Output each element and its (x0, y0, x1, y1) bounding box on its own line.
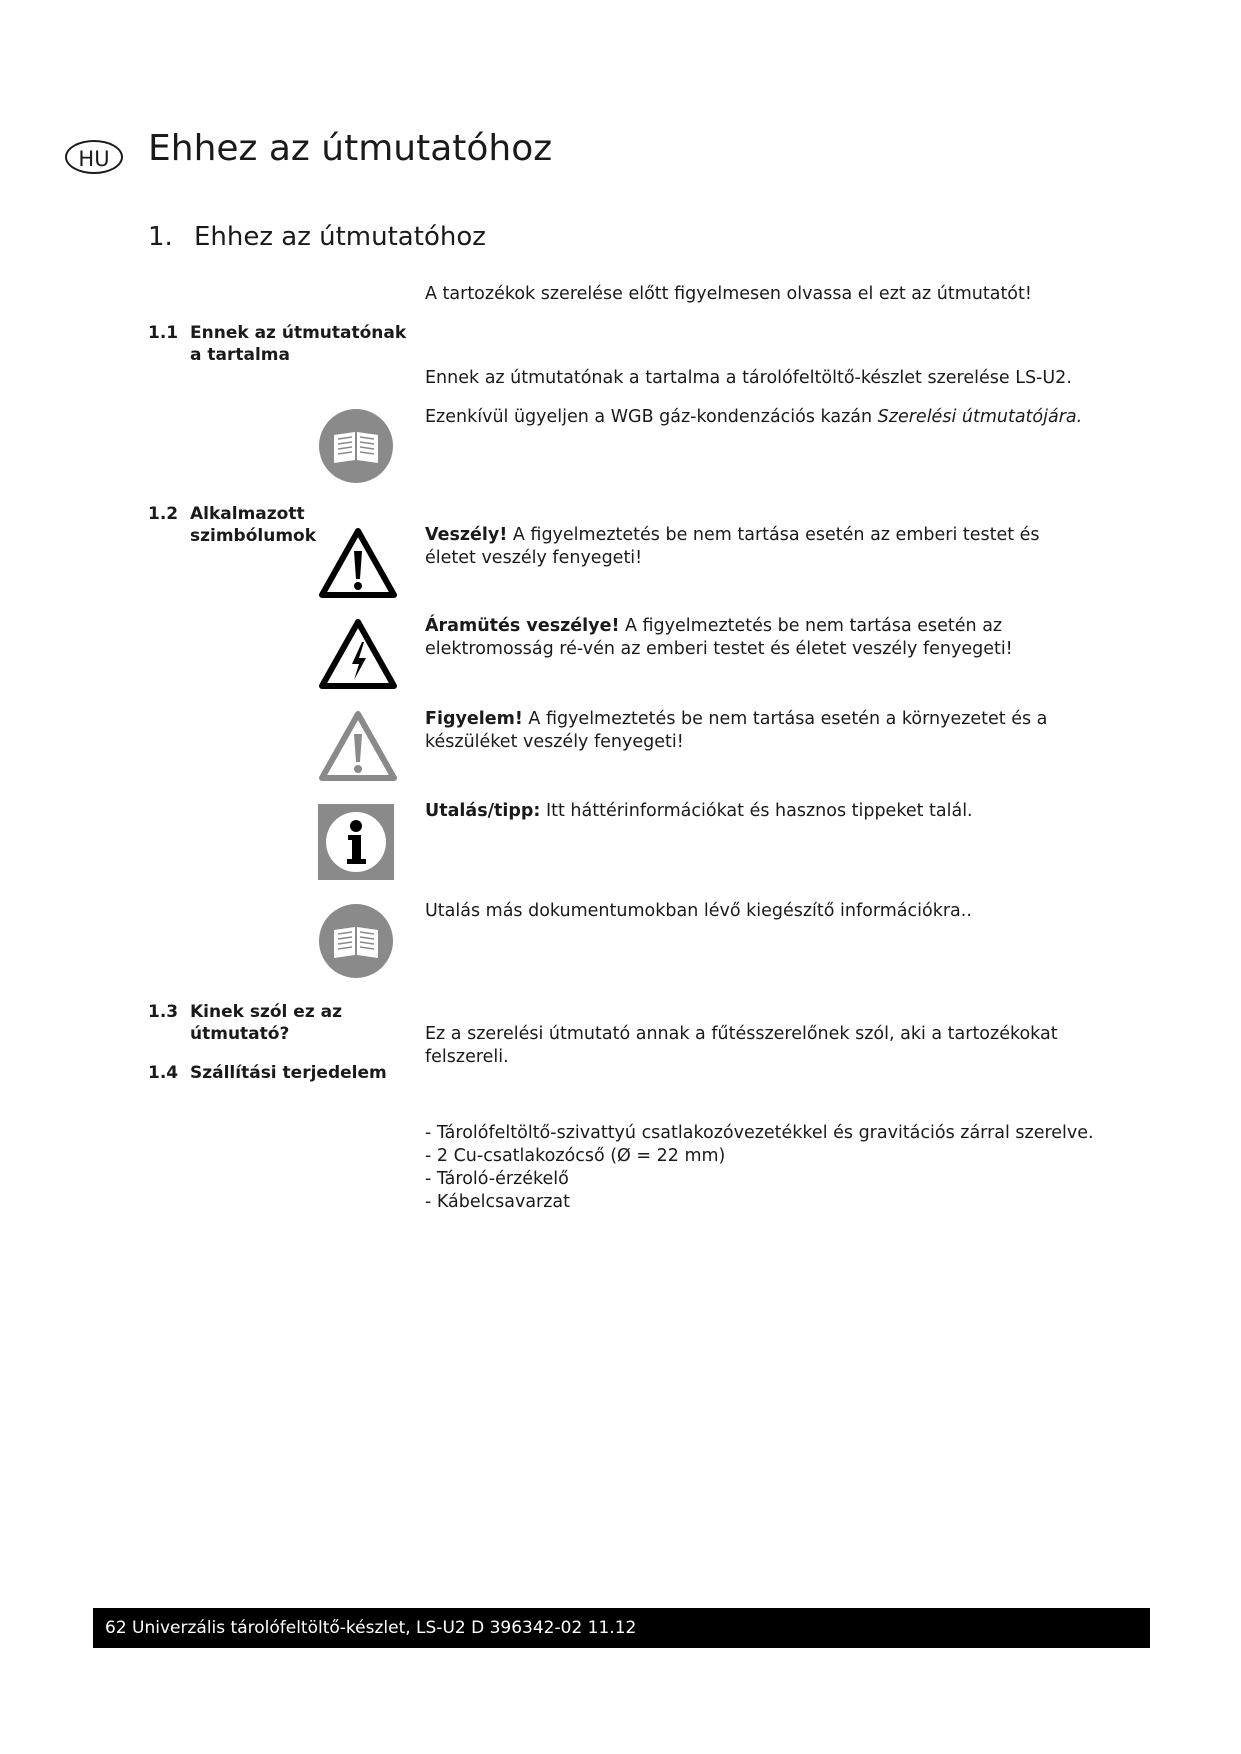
language-badge: HU (65, 140, 123, 174)
subsection-title: Kinek szól ez az útmutató? (190, 1002, 343, 1044)
list-item: - 2 Cu-csatlakozócső (Ø = 22 mm) (425, 1146, 726, 1166)
list-item: - Tároló-érzékelő (425, 1169, 569, 1189)
delivery-scope (425, 1122, 1095, 1214)
subsection-1-1-heading (148, 322, 408, 366)
s1-3-text: Ez a szerelési útmutató annak a fűtésszerelőnek szól, aki a tartozékokat felszereli. (425, 1024, 1058, 1067)
symbol-description: A figyelmeztetés be nem tartása esetén az emberi testet és életet veszély fenyegeti! (425, 525, 1040, 568)
electric-shock-warning-icon (318, 618, 398, 694)
subsection-title: Szállítási terjedelem (190, 1063, 387, 1083)
subsection-number: 1.1 (148, 323, 179, 343)
danger-warning-icon (318, 527, 398, 603)
reference-book-icon (318, 903, 394, 983)
symbol-label: Utalás/tipp: (425, 801, 541, 821)
page-title: Ehhez az útmutatóhoz (148, 128, 553, 169)
caution-warning-icon (318, 710, 398, 786)
delivery-list (425, 1122, 1095, 1214)
list-item: - Kábelcsavarzat (425, 1192, 571, 1212)
subsection-number: 1.3 (148, 1002, 179, 1022)
footer-bar: 62 Univerzális tárolófeltöltő-készlet, LS-U2 D 396342-02 11.12 (93, 1608, 1150, 1648)
symbol-caution-text (425, 708, 1095, 754)
list-item: - Tárolófeltöltő-szivattyú csatlakozóvezetékkel és gravitációs zárral szerelve. (425, 1123, 1094, 1143)
subsection-1-4-heading (148, 1062, 428, 1084)
symbol-label: Áramütés veszélye! (425, 616, 620, 636)
subsection-1-3-heading (148, 1001, 438, 1045)
subsection-title: Alkalmazott szimbólumok (190, 504, 317, 546)
symbol-description: Itt háttérinformációkat és hasznos tippeket talál. (540, 801, 973, 821)
section-title-text: Ehhez az útmutatóhoz (194, 222, 486, 252)
symbol-label: Veszély! (425, 525, 508, 545)
manual-book-icon (318, 408, 394, 488)
symbol-description: A figyelmeztetés be nem tartása esetén az elektromosság ré-vén az emberi testet és életet veszély fenyegeti! (425, 616, 1013, 659)
s1-1-note-italic: Szerelési útmutatójára. (877, 407, 1083, 427)
info-tip-icon (318, 804, 394, 884)
symbol-electric-text (425, 615, 1095, 661)
symbol-tip-text (425, 800, 1095, 823)
s1-1-note (425, 406, 1095, 429)
section-title (148, 222, 486, 252)
symbol-description: A figyelmeztetés be nem tartása esetén a környezetet és a készüléket veszély fenyegeti! (425, 709, 1048, 752)
symbol-reference-text: Utalás más dokumentumokban lévő kiegészítő információkra.. (425, 901, 972, 921)
symbol-label: Figyelem! (425, 709, 523, 729)
intro-text: A tartozékok szerelése előtt figyelmesen olvassa el ezt az útmutatót! (425, 284, 1032, 304)
symbol-danger-text (425, 524, 1095, 570)
subsection-number: 1.4 (148, 1063, 179, 1083)
subsection-number: 1.2 (148, 504, 179, 524)
section-number: 1. (148, 222, 173, 252)
s1-1-note-prefix: Ezenkívül ügyeljen a WGB gáz-kondenzációs kazán (425, 407, 878, 427)
s1-1-text: Ennek az útmutatónak a tartalma a tárolófeltöltő-készlet szerelése LS-U2. (425, 368, 1072, 388)
subsection-title: Ennek az útmutatónak a tartalma (190, 323, 407, 365)
